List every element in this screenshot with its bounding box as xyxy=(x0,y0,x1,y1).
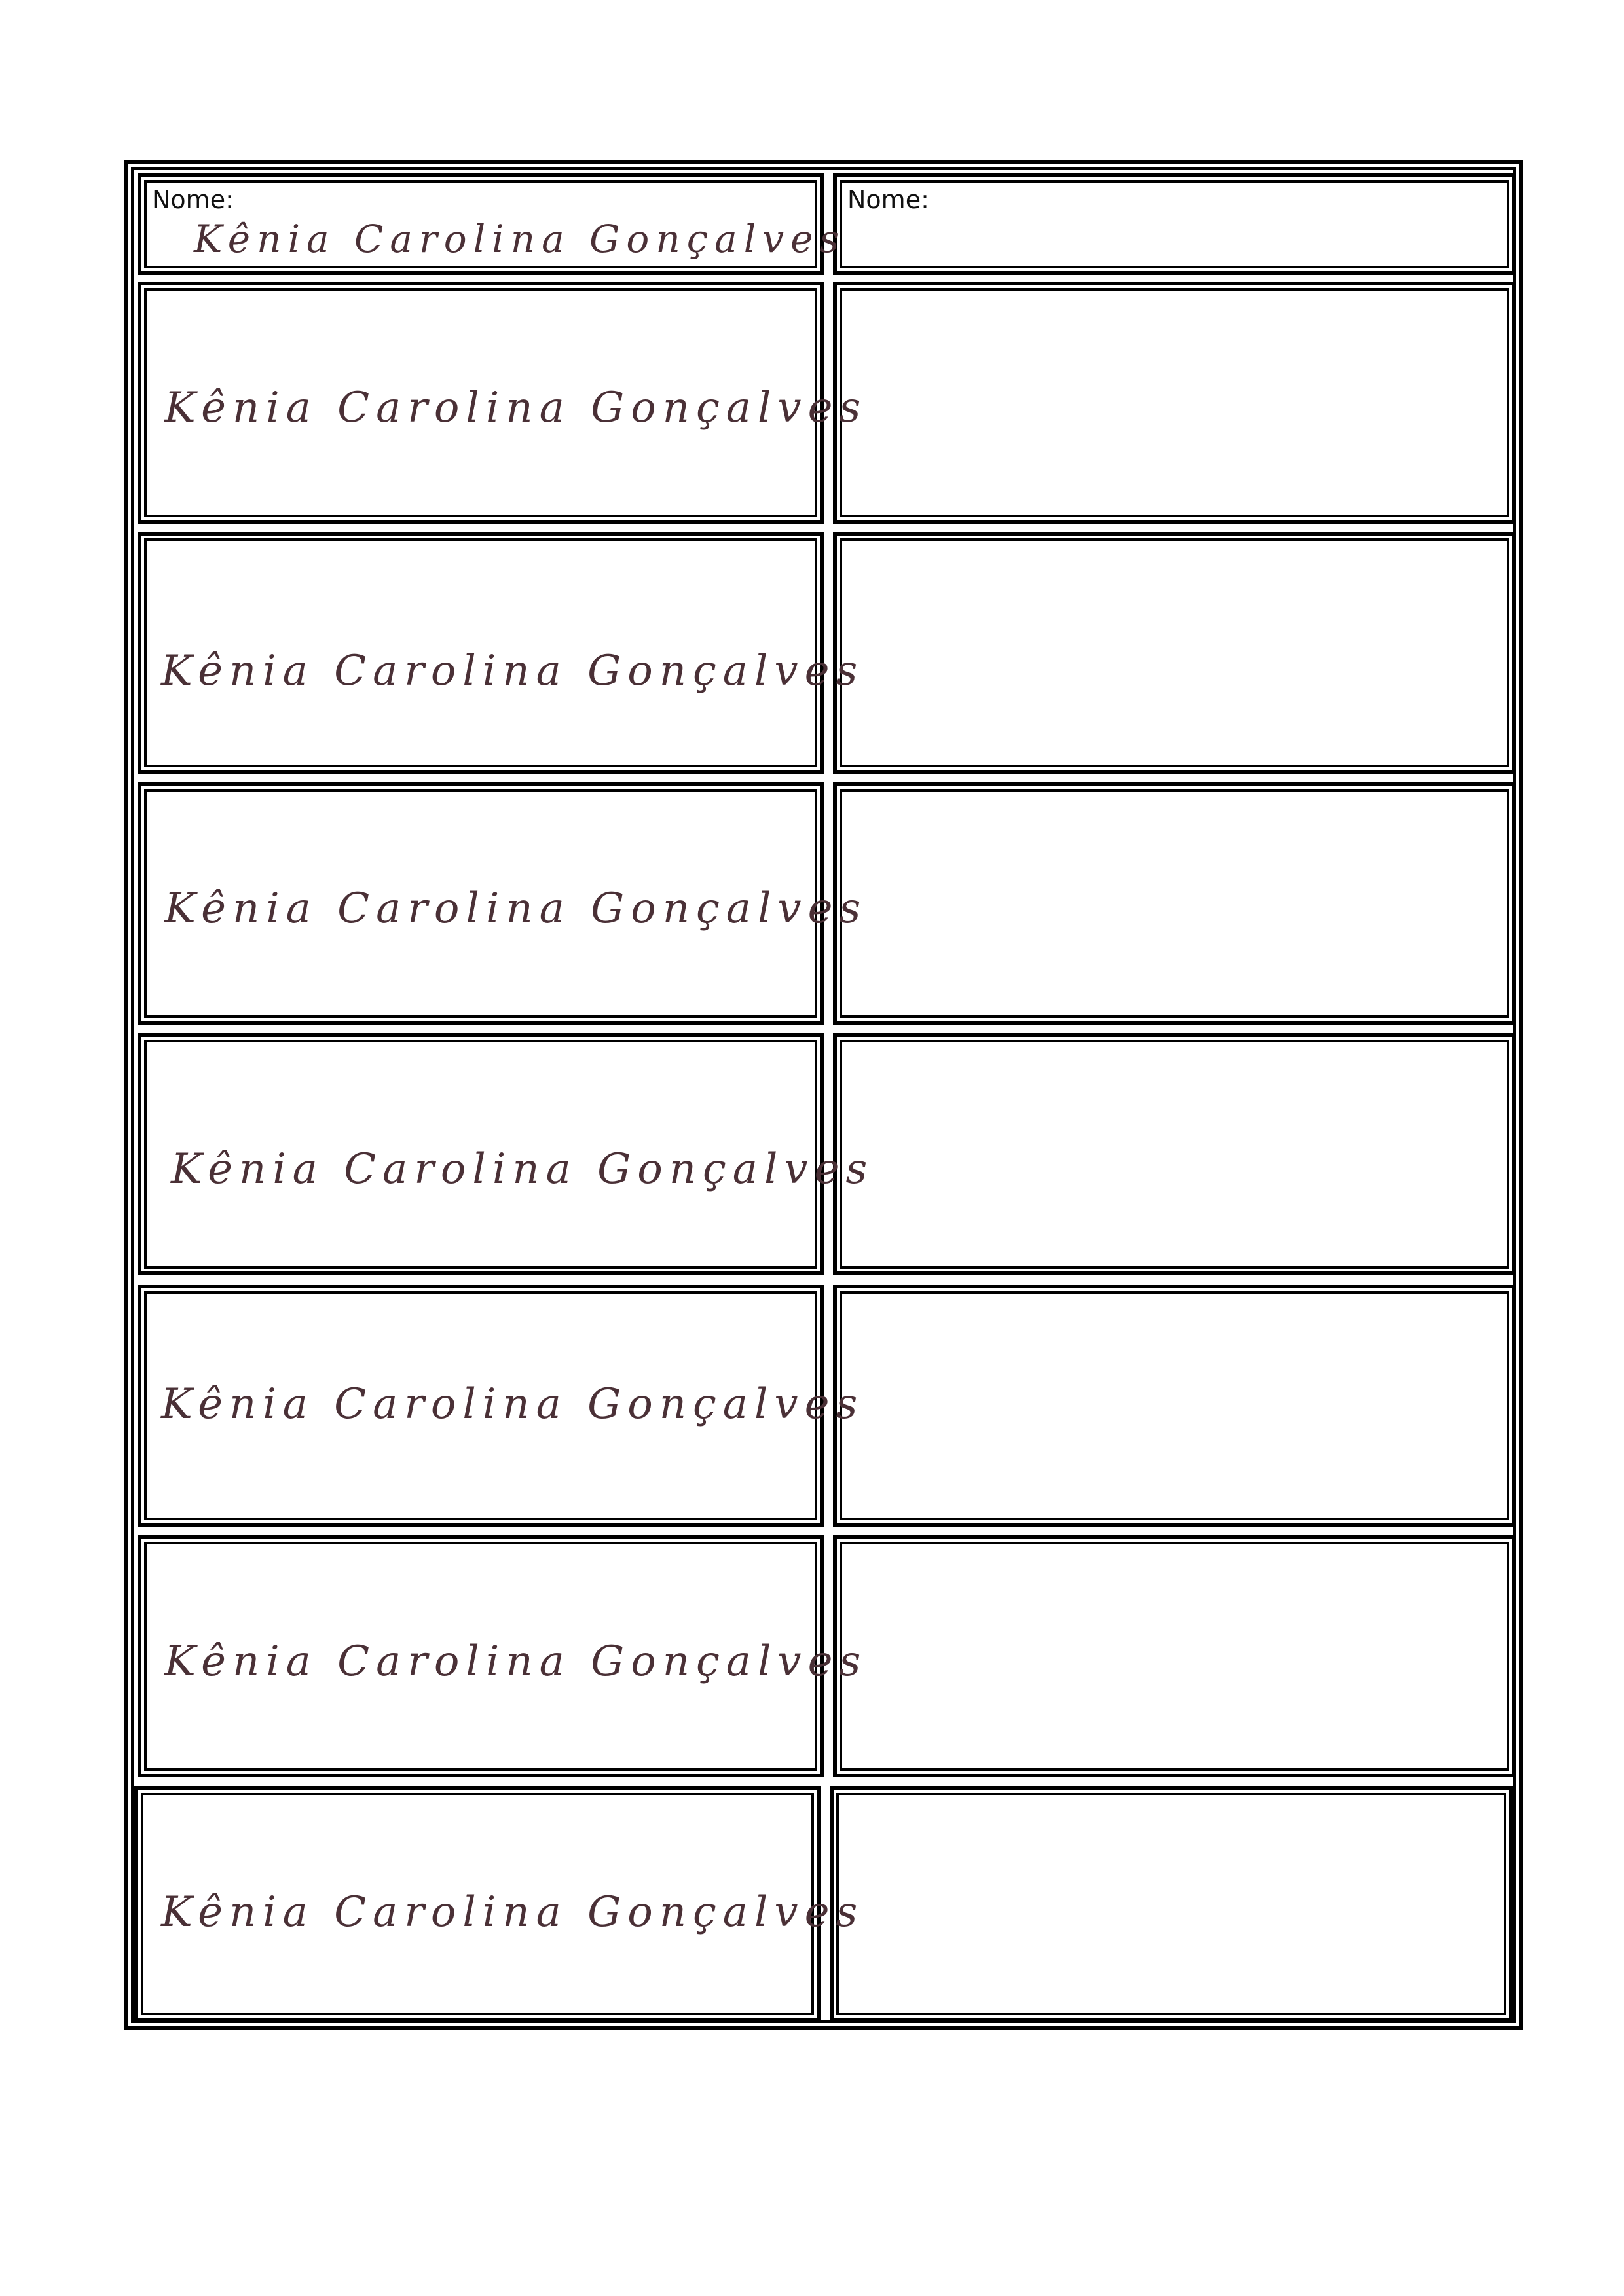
signature-left-4: Kênia Carolina Gonçalves xyxy=(171,1145,874,1194)
handwritten-name-left: Kênia Carolina Gonçalves xyxy=(194,217,846,261)
name-cell-right[interactable] xyxy=(833,173,1516,275)
signature-left-5: Kênia Carolina Gonçalves xyxy=(161,1380,864,1429)
signature-cell-left-7[interactable] xyxy=(134,1786,864,2022)
signature-left-1: Kênia Carolina Gonçalves xyxy=(164,384,868,432)
signature-left-2: Kênia Carolina Gonçalves xyxy=(161,647,864,695)
signature-cell-right-6[interactable] xyxy=(833,1535,1516,1777)
signature-cell-right-4[interactable] xyxy=(833,1033,1516,1275)
signature-cell-left-2[interactable] xyxy=(138,532,864,774)
name-cell-left[interactable] xyxy=(138,173,846,275)
signature-cell-left-1[interactable] xyxy=(138,282,868,524)
signature-cell-right-7[interactable] xyxy=(830,1786,1513,2022)
name-label-left: Nome: xyxy=(152,185,234,214)
signature-cell-right-1[interactable] xyxy=(833,282,1516,524)
signature-cell-left-4[interactable] xyxy=(138,1033,874,1275)
signature-cell-right-2[interactable] xyxy=(833,532,1516,774)
signature-left-3: Kênia Carolina Gonçalves xyxy=(164,884,868,933)
signature-cell-right-5[interactable] xyxy=(833,1285,1516,1527)
signature-left-6: Kênia Carolina Gonçalves xyxy=(164,1637,868,1686)
signature-cell-left-3[interactable] xyxy=(138,782,868,1025)
name-label-right: Nome: xyxy=(847,185,929,214)
signature-cell-left-5[interactable] xyxy=(138,1285,864,1527)
signature-cell-left-6[interactable] xyxy=(138,1535,868,1777)
signature-left-7: Kênia Carolina Gonçalves xyxy=(161,1888,864,1937)
signature-cell-right-3[interactable] xyxy=(833,782,1516,1025)
